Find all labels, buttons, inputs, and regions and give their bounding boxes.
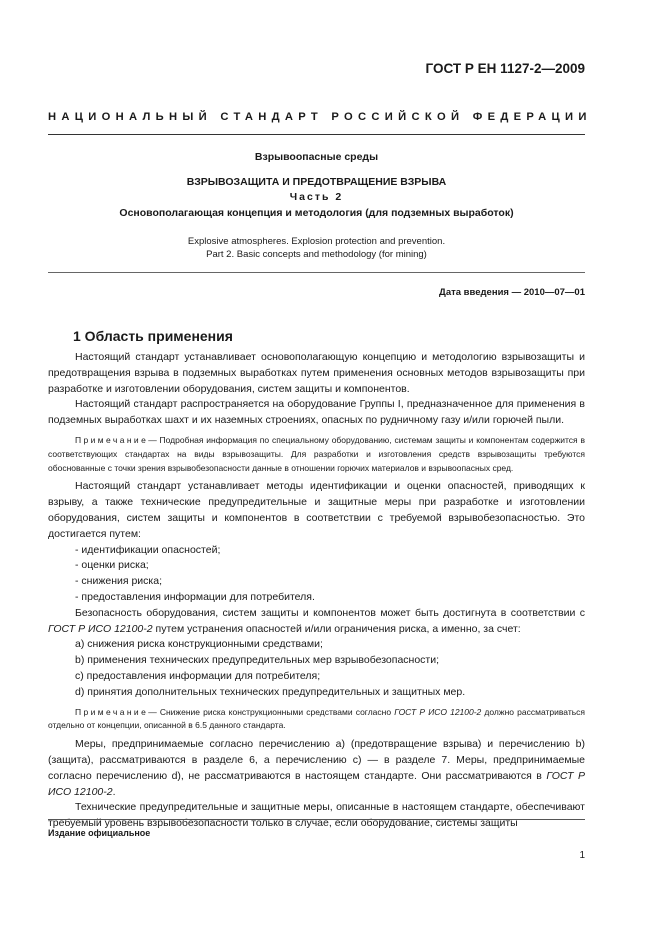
text: .	[112, 785, 116, 798]
english-title-line-2: Part 2. Basic concepts and methodology (for mining)	[206, 249, 427, 260]
document-part: Часть 2	[289, 191, 344, 203]
header-rule	[48, 134, 585, 135]
page-number: 1	[579, 850, 585, 861]
note-label: Примечание	[75, 706, 149, 717]
note	[48, 434, 585, 475]
edition-label: Издание официальное	[48, 828, 151, 838]
standard-reference: ГОСТ Р ИСО 12100-2	[48, 622, 153, 635]
list-item: - снижения риска;	[75, 575, 162, 588]
document-title: ВЗРЫВОЗАЩИТА И ПРЕДОТВРАЩЕНИЕ ВЗРЫВА	[186, 176, 447, 188]
paragraph: Настоящий стандарт устанавливает методы идентификации и оценки опасностей, приводящих к взрыву, а также технические предупредительные и защитные меры при разработке и изготовлении оборудования, систем защиты и компонентов в соответствии с требуемой взрывобезопасностью. Это достигается путем:	[48, 480, 585, 540]
list-item: c) предоставления информации для потребителя;	[75, 669, 321, 682]
standard-number: ГОСТ Р ЕН 1127-2—2009	[425, 61, 585, 76]
list-item: - оценки риска;	[75, 559, 149, 572]
note-text: должно рассматриваться отдельно от концепции, описанной в 6.5 данного стандарта.	[48, 706, 585, 731]
list-item: b) применения технических предупредительных мер взрывобезопасности;	[75, 654, 440, 667]
paragraph	[48, 737, 585, 800]
text: путем устранения опасностей и/или ограничения риска, а именно, за счет:	[152, 622, 521, 635]
title-rule	[48, 272, 585, 273]
note-text: — Подробная информация по специальному оборудованию, системам защиты и компонентам содержится в соответствующих стандартах на виды взрывозащиты. Для разработки и изготовления средств взрывозащиты требуются обоснованные с точки зрения взрывобезопасности данные в отношении горючих материалов и взрывоопасных сред.	[48, 434, 585, 473]
text: Меры, предпринимаемые согласно перечислению a) (предотвращение взрыва) и перечислению b) (защита), рассматриваются в разделе 6, а перечислению c) — в разделе 7. Меры, предпринимаемые согласно перечислению d), не рассматриваются в настоящем стандарте. Они рассматриваются в	[48, 738, 585, 782]
text: Безопасность оборудования, систем защиты и компонентов может быть достигнута в соответствии с	[75, 606, 585, 619]
footer-rule	[48, 819, 585, 820]
section-body	[48, 350, 585, 832]
paragraph: Настоящий стандарт распространяется на оборудование Группы I, предназначенное для применения в подземных выработках шахт и их наземных строениях, опасных по рудничному газу и/или горючей пыли.	[48, 398, 585, 427]
introduction-date: Дата введения — 2010—07—01	[439, 287, 585, 298]
note	[48, 706, 585, 734]
paragraph	[48, 606, 585, 638]
paragraph: Технические предупредительные и защитные меры, описанные в настоящем стандарте, обеспечивают требуемый уровень взрывобезопасности только в случае, если оборудование, системы защиты	[48, 801, 585, 830]
list-item: - идентификации опасностей;	[75, 543, 221, 556]
list-item: - предоставления информации для потребителя.	[75, 590, 315, 603]
note-label: Примечание	[75, 434, 149, 445]
standard-reference: ГОСТ Р ИСО 12100-2	[48, 769, 585, 798]
note-text: — Снижение риска конструкционными средствами согласно	[148, 706, 395, 717]
document-subject: Взрывоопасные среды	[254, 151, 379, 163]
paragraph: Настоящий стандарт устанавливает основополагающую концепцию и методологию взрывозащиты и предотвращения взрыва в подземных выработках путем применения основных методов взрывозащиты при разработке и изготовлении оборудования, систем защиты и компонентов.	[48, 351, 585, 395]
english-title-line-1: Explosive atmospheres. Explosion protection and prevention.	[187, 236, 446, 247]
document-subtitle: Основополагающая концепция и методология (для подземных выработок)	[119, 207, 514, 219]
national-standard-banner: НАЦИОНАЛЬНЫЙ СТАНДАРТ РОССИЙСКОЙ ФЕДЕРАЦИИ	[48, 111, 592, 123]
list-item: a) снижения риска конструкционными средствами;	[75, 638, 323, 651]
section-heading: 1 Область применения	[73, 328, 233, 344]
standard-reference: ГОСТ Р ИСО 12100-2	[394, 706, 482, 717]
list-item: d) принятия дополнительных технических предупредительных и защитных мер.	[75, 685, 466, 698]
